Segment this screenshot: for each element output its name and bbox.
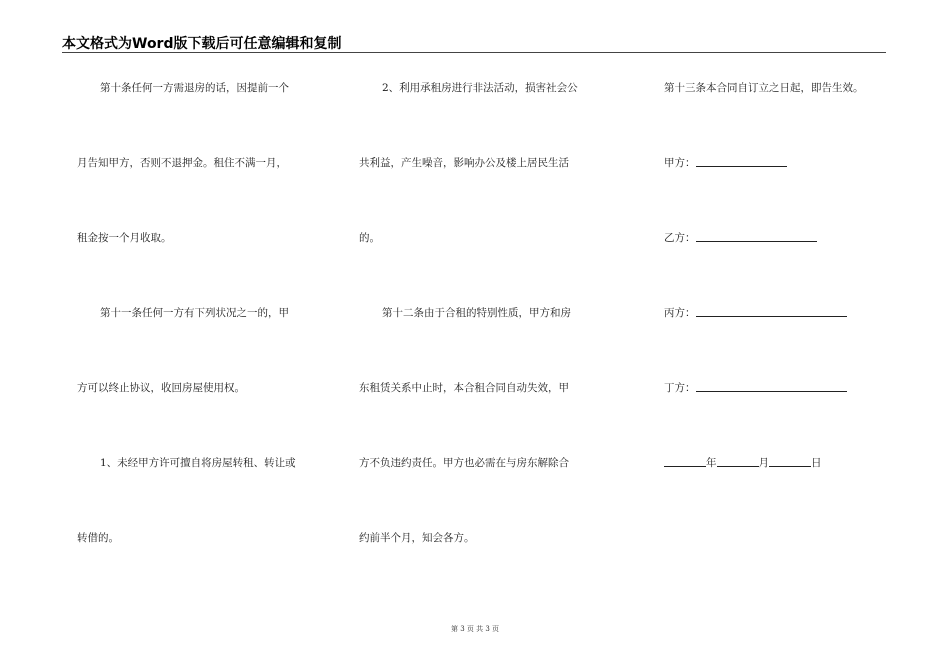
- party-b-label: 乙方：: [664, 232, 696, 244]
- col1-line-3: 租金按一个月收取。: [77, 232, 172, 244]
- party-a-signature-blank: [696, 156, 787, 167]
- col2-line-4: 第十二条由于合租的特别性质，甲方和房: [382, 307, 571, 319]
- year-label: 年: [706, 457, 717, 469]
- page-number-footer: 第 3 页 共 3 页: [450, 625, 500, 633]
- col1-line-4: 第十一条任何一方有下列状况之一的，甲: [100, 307, 289, 319]
- signature-date: [664, 455, 822, 470]
- day-label: 日: [811, 457, 822, 469]
- col2-line-2: 共利益，产生噪音，影响办公及楼上居民生活: [359, 157, 569, 169]
- col2-line-6: 方不负违约责任。甲方也必需在与房东解除合: [359, 457, 569, 469]
- col1-line-5: 方可以终止协议，收回房屋使用权。: [77, 382, 245, 394]
- party-d-signature-blank: [696, 381, 847, 392]
- party-c-label: 丙方：: [664, 307, 696, 319]
- col1-line-6: 1、未经甲方许可擅自将房屋转租、转让或: [100, 457, 296, 469]
- signature-party-b: [664, 230, 817, 245]
- col2-line-3: 的。: [359, 232, 380, 244]
- col2-line-7: 约前半个月，知会各方。: [359, 532, 475, 544]
- party-c-signature-blank: [696, 306, 847, 317]
- document-header-title: 本文格式为Word版下载后可任意编辑和复制: [62, 36, 342, 52]
- col1-line-2: 月告知甲方，否则不退押金。租住不满一月，: [77, 157, 287, 169]
- col1-line-7: 转借的。: [77, 532, 119, 544]
- col3-effective-clause: 第十三条本合同自订立之日起，即告生效。: [664, 82, 864, 94]
- party-b-signature-blank: [696, 231, 817, 242]
- year-blank: [664, 456, 706, 467]
- col2-line-5: 东租赁关系中止时，本合租合同自动失效，甲: [359, 382, 569, 394]
- month-blank: [717, 456, 759, 467]
- signature-party-a: [664, 155, 787, 170]
- party-d-label: 丁方：: [664, 382, 696, 394]
- col2-line-1: 2、利用承租房进行非法活动，损害社会公: [382, 82, 578, 94]
- signature-party-d: [664, 380, 847, 395]
- header-rule: [62, 52, 886, 53]
- col1-line-1: 第十条任何一方需退房的话，因提前一个: [100, 82, 289, 94]
- signature-party-c: [664, 305, 847, 320]
- party-a-label: 甲方：: [664, 157, 696, 169]
- day-blank: [769, 456, 811, 467]
- month-label: 月: [758, 457, 769, 469]
